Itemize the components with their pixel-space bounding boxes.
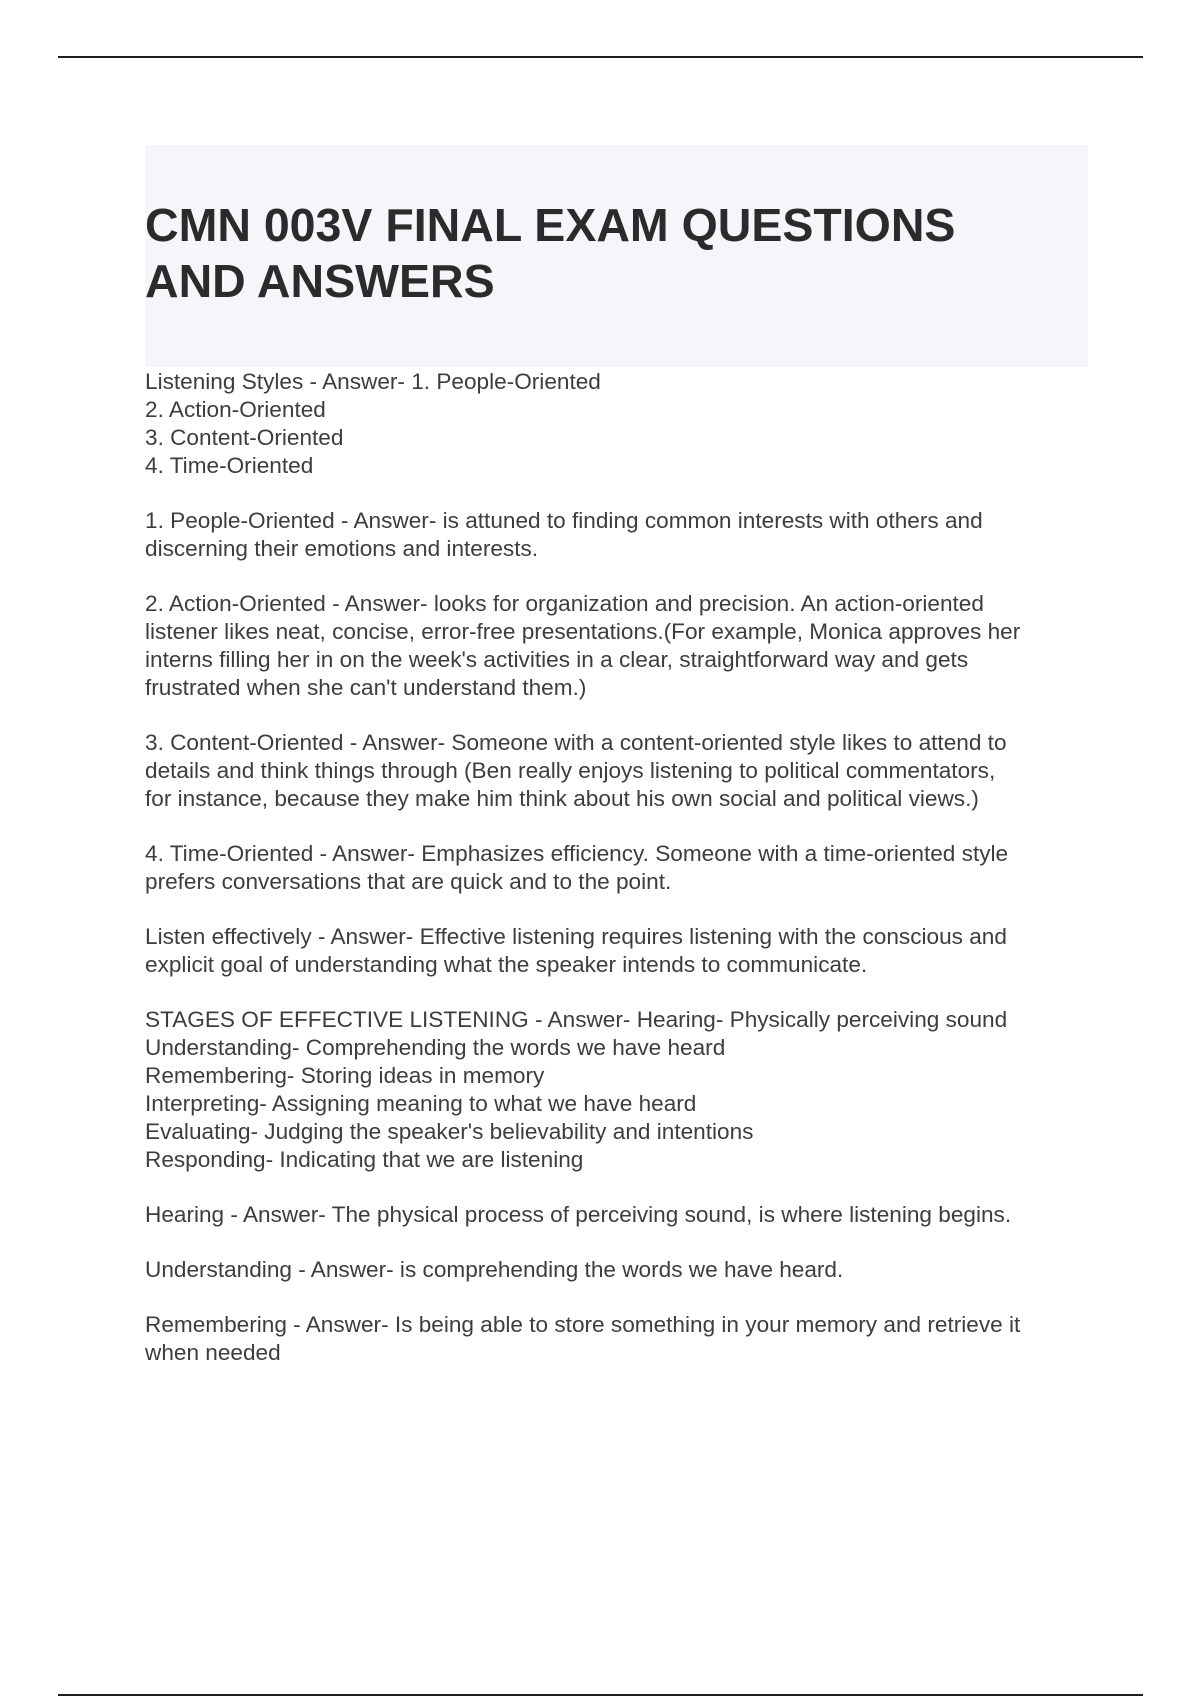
qa-entry-listening-styles	[145, 368, 1090, 480]
text-line: prefers conversations that are quick and to the point.	[145, 869, 672, 894]
text-line: when needed	[145, 1340, 281, 1365]
qa-entry-remembering	[145, 1311, 1090, 1367]
document-title: CMN 003V FINAL EXAM QUESTIONS AND ANSWERS	[145, 199, 956, 307]
text-line: 2. Action-Oriented	[145, 397, 326, 422]
qa-entry-hearing	[145, 1201, 1090, 1229]
text-line: for instance, because they make him think about his own social and political views.)	[145, 786, 979, 811]
text-line: Listening Styles - Answer- 1. People-Oriented	[145, 369, 601, 394]
text-line: Remembering - Answer- Is being able to store something in your memory and retrieve it	[145, 1312, 1021, 1337]
text-line: discerning their emotions and interests.	[145, 536, 539, 561]
text-line: 3. Content-Oriented - Answer- Someone with a content-oriented style likes to attend to	[145, 730, 1007, 755]
qa-entry-content-oriented	[145, 729, 1090, 813]
text-line: 1. People-Oriented - Answer- is attuned to finding common interests with others and	[145, 508, 983, 533]
text-line: listener likes neat, concise, error-free presentations.(For example, Monica approves her	[145, 619, 1021, 644]
text-line: Understanding - Answer- is comprehending the words we have heard.	[145, 1257, 844, 1282]
qa-entry-stages-of-listening	[145, 1006, 1090, 1174]
text-line: 2. Action-Oriented - Answer- looks for organization and precision. An action-oriented	[145, 591, 984, 616]
text-line: 4. Time-Oriented - Answer- Emphasizes efficiency. Someone with a time-oriented style	[145, 841, 1009, 866]
top-rule	[58, 56, 1143, 58]
text-line: Interpreting- Assigning meaning to what we have heard	[145, 1091, 697, 1116]
text-line: Understanding- Comprehending the words we have heard	[145, 1035, 726, 1060]
bottom-rule	[58, 1694, 1143, 1696]
text-line: interns filling her in on the week's activities in a clear, straightforward way and gets	[145, 647, 969, 672]
qa-entry-people-oriented	[145, 507, 1090, 563]
qa-entry-listen-effectively	[145, 923, 1090, 979]
text-line: STAGES OF EFFECTIVE LISTENING - Answer- Hearing- Physically perceiving sound	[145, 1007, 1008, 1032]
text-line: Remembering- Storing ideas in memory	[145, 1063, 545, 1088]
qa-entry-action-oriented	[145, 590, 1090, 702]
text-line: 4. Time-Oriented	[145, 453, 314, 478]
text-line: Listen effectively - Answer- Effective listening requires listening with the conscious and	[145, 924, 1007, 949]
qa-entry-time-oriented	[145, 840, 1090, 896]
text-line: Responding- Indicating that we are listening	[145, 1147, 584, 1172]
text-line: explicit goal of understanding what the speaker intends to communicate.	[145, 952, 868, 977]
qa-entry-understanding	[145, 1256, 1090, 1284]
text-line: frustrated when she can't understand them.)	[145, 675, 587, 700]
text-line: 3. Content-Oriented	[145, 425, 344, 450]
text-line: Evaluating- Judging the speaker's believability and intentions	[145, 1119, 754, 1144]
text-line: details and think things through (Ben really enjoys listening to political commentators,	[145, 758, 996, 783]
text-line: Hearing - Answer- The physical process of perceiving sound, is where listening begins.	[145, 1202, 1012, 1227]
document-body	[145, 368, 1090, 1394]
